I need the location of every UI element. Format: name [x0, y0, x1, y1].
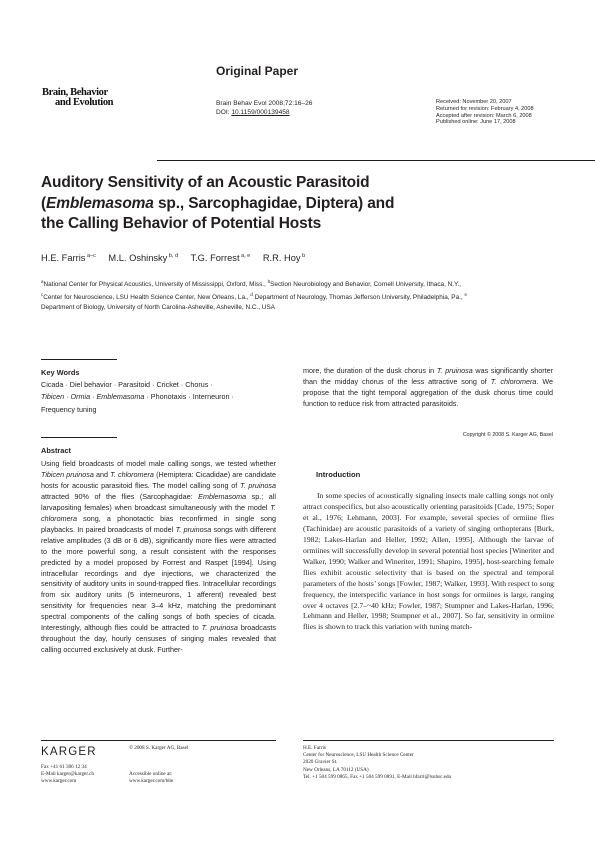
affiliation-c: Center for Neuroscience, LSU Health Science Center, New Orleans, La.,	[43, 294, 251, 302]
keyword-tibicen: Tibicen	[41, 392, 65, 402]
abstract-continued	[303, 366, 553, 410]
author-affil-sup: b, d	[167, 253, 179, 259]
keyword-ormia: Ormia	[70, 392, 91, 402]
abstract-seg: attracted 90% of the flies (Sarcophagidae:	[41, 491, 199, 501]
introduction-text	[303, 491, 554, 633]
publisher-website[interactable]: www.karger.com	[41, 778, 77, 785]
article-type-label: Original Paper	[216, 64, 299, 78]
keyword-emblemasoma: Emblemasoma	[96, 392, 145, 402]
affil-sup: c	[41, 292, 44, 298]
abstract-rule	[41, 437, 117, 438]
article-dates	[436, 99, 534, 126]
doi-link[interactable]: 10.1159/000139458	[231, 109, 290, 116]
author	[108, 253, 178, 263]
introduction-heading: Introduction	[316, 470, 361, 479]
doi-label: DOI:	[216, 109, 232, 116]
author-name: R.R. Hoy	[262, 253, 301, 264]
abstract-seg: song, a phonotactic bias reconfirmed in single song playbacks. In paired broadcasts of model	[41, 513, 276, 534]
author-affil-sup: a–c	[85, 253, 96, 259]
author-list	[41, 253, 315, 263]
abstract-species: T. pruinosa	[201, 623, 238, 633]
author-affil-sup: b	[300, 253, 306, 259]
title-line-3: the Calling Behavior of Potential Hosts	[41, 215, 322, 232]
keywords-list	[41, 379, 276, 416]
title-line-2	[41, 194, 471, 215]
abstract-seg: sp.; all larvapositing females) when broadcast simultaneously with the model	[41, 491, 276, 512]
keywords-line-3: Frequency tuning	[41, 404, 97, 414]
corr-line: Center for Neuroscience, LSU Health Science Center	[303, 752, 414, 759]
affil-sup: e	[464, 292, 467, 298]
received-date: Received: November 20, 2007	[436, 99, 512, 105]
abstract-heading: Abstract	[41, 446, 71, 455]
author	[263, 253, 305, 263]
abstract-seg: songs with different relative amplitudes (3 dB or 6 dB), significantly more flies were attracted to the more powerful song, a result consistent with the responses predicted by a model proposed by Forrest and Raspet [1994]. Using intracellular recordings and dye injections, we characterized the sensitivity of auditory units in sound-trapped flies. Intracellular recordings from six auditory units (5 interneurons, 1 afferent) revealed best sensitivity for frequencies near 3–4 kHz, matching the predominant spectral components of the calling songs of both species of cicada. Interestingly, although flies could be attracted to	[41, 524, 276, 633]
author-name: H.E. Farris	[41, 253, 86, 264]
doi-line	[216, 108, 312, 117]
title-line-1: Auditory Sensitivity of an Acoustic Parasitoid	[41, 174, 370, 191]
affil-sup: b	[267, 279, 271, 284]
footer-copyright: © 2008 S. Karger AG, Basel	[129, 745, 189, 751]
corr-contact[interactable]: Tel. +1 504 599 0865, Fax +1 504 599 0891, E-Mail hfarri@lsuhsc.edu	[303, 773, 452, 780]
access-url[interactable]: www.karger.com/bbe	[129, 778, 174, 785]
footer-rule-left	[41, 740, 276, 741]
author-name: T.G. Forrest	[190, 253, 240, 264]
abstract-species: Emblemasoma	[198, 491, 247, 501]
access-label: Accessible online at:	[129, 771, 173, 777]
affiliation-a: National Center for Physical Acoustics, University of Mississippi, Oxford, Miss.,	[43, 281, 268, 289]
journal-logo-line2: and Evolution	[55, 96, 114, 108]
abstract-species: T. chloromera	[490, 376, 537, 386]
introduction-paragraph: In some species of acoustically signaling insects male calling songs not only attract conspecifics, but also acoustically orienting parasitoids [Cade, 1975; Soper et al., 1976; Lehmann, 2003]. For example, several species of ormiine flies (Tachinidae) are acoustic parasitoids of a variety of singing orthopterans [Burk, 1982; Lakes-Harlan and Heller, 1992; Allen, 1995]. Although the larvae of ormiines will successfully develop in several potential host species [Wineriter and Walker, 1990; Walker and Wineriter, 1991; Shapiro, 1995], host-searching female flies exhibit acoustic selectivity that is based on the spectral and temporal parameters of the hosts’ songs [Fowler, 1987; Walker, 1993]. With respect to song frequency, the interspecific variance in host songs for ormiines is large, ranging over 4 octaves [2.7–~40 kHz; Fowler, 1987; Stumpner and Lakes-Harlan, 1996; Lehmann and Heller, 1998; Stumpner et al., 2007]. So far, sensitivity in ormiine flies is shown to track this variation with tuning match-	[303, 491, 554, 632]
corr-line: New Orleans, LA 70112 (USA)	[303, 766, 369, 773]
publisher-contact	[41, 764, 94, 786]
keywords-rule	[41, 359, 117, 360]
corr-name: H.E. Farris	[303, 745, 326, 751]
abstract-seg: and	[93, 469, 111, 479]
publisher-fax: Fax +41 61 306 12 34	[41, 764, 87, 770]
author	[190, 253, 250, 263]
keywords-line-1: Cicada · Diel behavior · Parasitoid · Cricket · Chorus ·	[41, 380, 213, 389]
keywords-line-2	[41, 391, 276, 403]
article-title	[41, 173, 471, 235]
journal-logo-line1: Brain, Behavior	[42, 87, 108, 98]
author	[41, 253, 96, 263]
abstract-seg: broadcasts throughout the day, hourly censuses of singing males revealed that calling occurred exclusively at dusk. Further-	[41, 623, 276, 655]
footer-rule-right	[303, 740, 554, 741]
publisher-logo: KARGER	[41, 746, 97, 758]
keyword-sep: ·	[90, 392, 97, 402]
abstract-species: T. pruinosa	[239, 480, 276, 490]
citation-block	[216, 99, 312, 117]
abstract-seg: more, the duration of the dusk chorus in	[303, 366, 437, 375]
author-name: M.L. Oshinsky	[108, 253, 168, 264]
affiliation-e: Department of Biology, University of North Carolina-Asheville, Asheville, N.C., USA	[41, 304, 275, 312]
affil-sup: d	[250, 292, 253, 298]
abstract-text	[41, 459, 276, 656]
affiliation-d: Department of Neurology, Thomas Jefferson University, Philadelphia, Pa.,	[252, 294, 465, 302]
access-info	[129, 771, 173, 785]
keyword-sep: ·	[64, 392, 71, 402]
corr-line: 2020 Gravier St.	[303, 759, 338, 766]
abstract-species: T. chloromera	[110, 469, 154, 479]
title-divider	[157, 160, 595, 161]
returned-date: Returned for revision: February 4, 2008	[436, 105, 534, 112]
affiliation-b: Section Neurobiology and Behavior, Cornell University, Ithaca, N.Y.,	[270, 281, 462, 289]
abstract-species: T. pruinosa	[436, 366, 473, 375]
published-date: Published online: June 17, 2008	[436, 119, 516, 126]
keywords-line-2-rest: · Phonotaxis · Interneuron ·	[144, 392, 234, 402]
abstract-species: T. chloromera	[41, 502, 276, 523]
accepted-date: Accepted after revision: March 6, 2008	[436, 112, 532, 119]
title-line-2-rest: sp., Sarcophagidae, Diptera) and	[153, 194, 395, 212]
journal-logo	[42, 88, 113, 107]
citation: Brain Behav Evol 2008;72:16–26	[216, 100, 313, 107]
author-affil-sup: a, e	[239, 253, 251, 259]
abstract-seg: Using field broadcasts of model male calling songs, we tested whether	[41, 459, 276, 468]
abstract-species: T. pruinosa	[175, 524, 212, 534]
affiliations	[41, 277, 471, 313]
abstract-seg: was significantly shorter than the midday chorus of the less attractive song of	[303, 366, 554, 386]
correspondence-address	[303, 745, 451, 781]
keywords-heading: Key Words	[41, 368, 80, 377]
abstract-seg: . We propose that the tight temporal aggregation of the dusk chorus time could function to reduce risk from attracted parasitoids.	[303, 376, 553, 408]
title-paren: (	[41, 194, 47, 212]
affil-sup: a	[41, 279, 44, 284]
title-genus: Emblemasoma	[46, 194, 154, 212]
abstract-species: Tibicen pruinosa	[41, 469, 94, 479]
publisher-email[interactable]: E-Mail karger@karger.ch	[41, 771, 94, 778]
abstract-seg: (Hemiptera: Cicadidae) are candidate hosts for acoustic parasitoid flies. The model calling song of	[41, 469, 276, 490]
abstract-copyright: Copyright © 2008 S. Karger AG, Basel	[462, 432, 553, 438]
